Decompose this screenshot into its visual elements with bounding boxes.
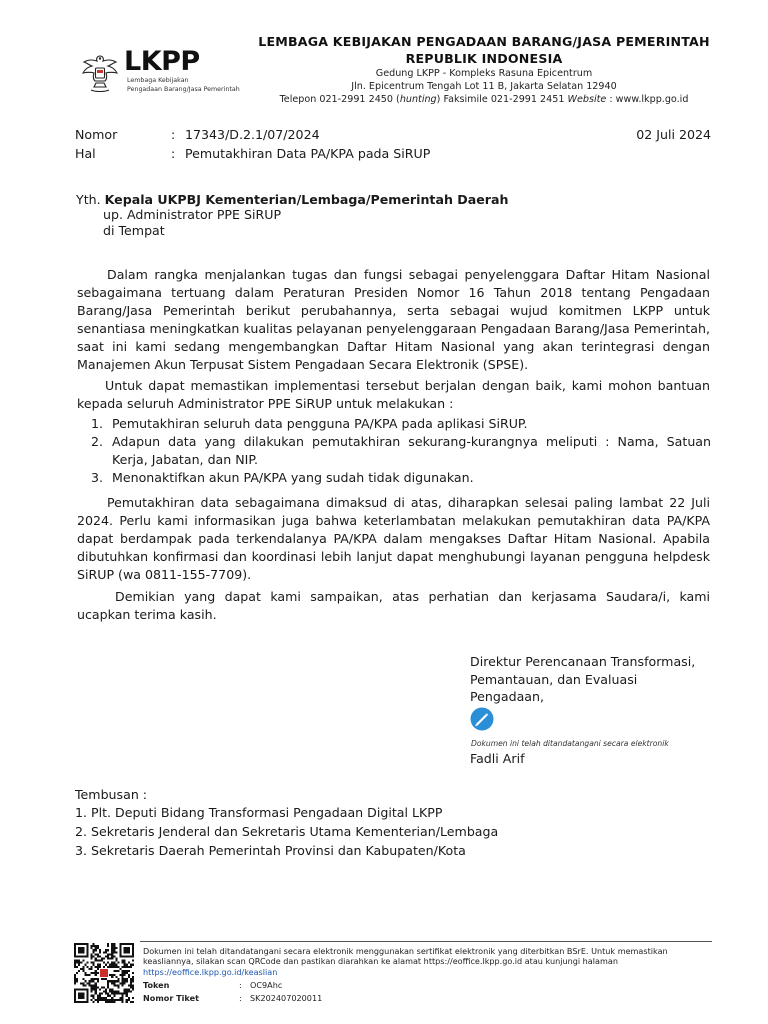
website-label: Website bbox=[567, 94, 607, 105]
action-list bbox=[91, 415, 711, 487]
signatory-title-3: Pengadaan, bbox=[470, 689, 545, 704]
footer-divider bbox=[140, 941, 712, 942]
nomor-value: 17343/D.2.1/07/2024 bbox=[185, 127, 320, 142]
logo-subtitle-line1: Lembaga Kebijakan bbox=[127, 77, 189, 84]
nomor-colon: : bbox=[171, 127, 176, 142]
list-item-text: Pemutakhiran seluruh data pengguna PA/KPA pada aplikasi SiRUP. bbox=[112, 416, 528, 431]
tembusan-item: 1. Plt. Deputi Bidang Transformasi Pengadaan Digital LKPP bbox=[75, 805, 443, 820]
list-item bbox=[91, 433, 711, 469]
tembusan-item: 2. Sekretaris Jenderal dan Sekretaris Utama Kementerian/Lembaga bbox=[75, 824, 499, 839]
garuda-emblem-icon bbox=[80, 50, 120, 96]
logo-subtitle-line2: Pengadaan Barang/Jasa Pemerintah bbox=[127, 85, 240, 93]
paragraph-3: Pemutakhiran data sebagaimana dimaksud di atas, diharapkan selesai paling lambat 22 Juli 2024. Perlu kami informasikan juga bahwa keterlambatan melakukan pemutakhiran data PA/KPA dapat berdampak pada terkendalanya PA/KPA dalam mengakses Daftar Hitam Nasional. Apabila dibutuhkan konfirmasi dan koordinasi lebih lanjut dapat menghubungi layanan pengguna helpdesk SiRUP (wa 0811-155-7709). bbox=[77, 495, 710, 582]
e-sign-note: Dokumen ini telah ditandatangani secara elektronik bbox=[471, 739, 669, 748]
footer-note-line-2: keasliannya, silakan scan QRCode dan pastikan diarahkan ke alamat https://eoffice.lkpp.go.id atau kunjungi halaman bbox=[143, 956, 618, 966]
tembusan-item: 3. Sekretaris Daerah Pemerintah Provinsi dan Kabupaten/Kota bbox=[75, 843, 466, 858]
letter-date: 02 Juli 2024 bbox=[636, 127, 711, 142]
hal-value: Pemutakhiran Data PA/KPA pada SiRUP bbox=[185, 146, 431, 161]
footer-note-line-1: Dokumen ini telah ditandatangani secara elektronik menggunakan sertifikat elektronik yang diterbitkan BSrE. Untuk memastikan bbox=[143, 946, 668, 956]
institution-country: REPUBLIK INDONESIA bbox=[405, 51, 563, 66]
hal-label: Hal bbox=[75, 146, 96, 161]
list-item-number: 3. bbox=[91, 470, 104, 485]
token-value: OC9Ahc bbox=[250, 980, 283, 990]
logo-subtitle bbox=[127, 77, 240, 94]
lkpp-logo bbox=[80, 48, 260, 98]
verification-link[interactable]: https://eoffice.lkpp.go.id/keaslian bbox=[143, 967, 278, 977]
fax-text: ) Faksimile 021-2991 2451 bbox=[436, 94, 568, 105]
institution-name: LEMBAGA KEBIJAKAN PENGADAAN BARANG/JASA PEMERINTAH bbox=[258, 34, 710, 49]
signatory-title-2: Pemantauan, dan Evaluasi bbox=[470, 672, 638, 687]
hal-colon: : bbox=[171, 146, 176, 161]
ticket-colon: : bbox=[239, 993, 242, 1003]
logo-wordmark: LKPP bbox=[124, 46, 200, 77]
address-line-2: Jln. Epicentrum Tengah Lot 11 B, Jakarta Selatan 12940 bbox=[351, 81, 617, 92]
paragraph-2: Untuk dapat memastikan implementasi tersebut berjalan dengan baik, kami mohon bantuan kepada seluruh Administrator PPE SiRUP untuk melakukan : bbox=[77, 378, 710, 411]
recipient-up: up. Administrator PPE SiRUP bbox=[103, 207, 282, 222]
paragraph-1: Dalam rangka menjalankan tugas dan fungsi sebagai penyelenggara Daftar Hitam Nasional sebagaimana tertuang dalam Peraturan Presiden Nomor 16 Tahun 2018 tentang Pengadaan Barang/Jasa Pemerintah berikut perubahannya, serta sebagai wujud komitmen LKPP untuk senantiasa meningkatkan kualitas pelayanan penyelenggaraan Pengadaan Barang/Jasa Pemerintah, saat ini kami sedang mengembangkan Daftar Hitam Nasional yang akan terintegrasi dengan Manajemen Akun Terpusat Sistem Pengadaan Secara Elektronik (SPSE). bbox=[77, 267, 710, 372]
list-item bbox=[91, 415, 711, 433]
signature-pen-badge-icon bbox=[470, 707, 494, 731]
nomor-label: Nomor bbox=[75, 127, 118, 142]
list-item-number: 2. bbox=[91, 434, 104, 449]
paragraph-4: Demikian yang dapat kami sampaikan, atas perhatian dan kerjasama Saudara/i, kami ucapkan terima kasih. bbox=[77, 589, 710, 622]
ticket-label: Nomor Tiket bbox=[143, 993, 199, 1003]
phone-text: Telepon 021-2991 2450 ( bbox=[279, 94, 400, 105]
website-url: : www.lkpp.go.id bbox=[606, 94, 689, 105]
token-colon: : bbox=[239, 980, 242, 990]
signatory-title-1: Direktur Perencanaan Transformasi, bbox=[470, 654, 696, 669]
tembusan-label: Tembusan : bbox=[75, 787, 148, 802]
list-item-number: 1. bbox=[91, 416, 104, 431]
qr-code-icon[interactable] bbox=[74, 943, 134, 1003]
list-item-text: Adapun data yang dilakukan pemutakhiran sekurang-kurangnya meliputi : Nama, Satuan Kerja, Jabatan, dan NIP. bbox=[112, 434, 711, 467]
recipient-name: Kepala UKPBJ Kementerian/Lembaga/Pemerintah Daerah bbox=[104, 192, 509, 207]
recipient-place: di Tempat bbox=[103, 223, 165, 238]
address-line-3 bbox=[258, 94, 710, 105]
hunting-text: hunting bbox=[399, 94, 437, 105]
yth-label: Yth. bbox=[76, 192, 101, 207]
list-item-text: Menonaktifkan akun PA/KPA yang sudah tidak digunakan. bbox=[112, 470, 474, 485]
address-line-1: Gedung LKPP - Kompleks Rasuna Epicentrum bbox=[375, 68, 593, 79]
signatory-name: Fadli Arif bbox=[470, 751, 525, 766]
ticket-value: SK202407020011 bbox=[250, 993, 323, 1003]
list-item bbox=[91, 469, 711, 487]
token-label: Token bbox=[143, 980, 170, 990]
